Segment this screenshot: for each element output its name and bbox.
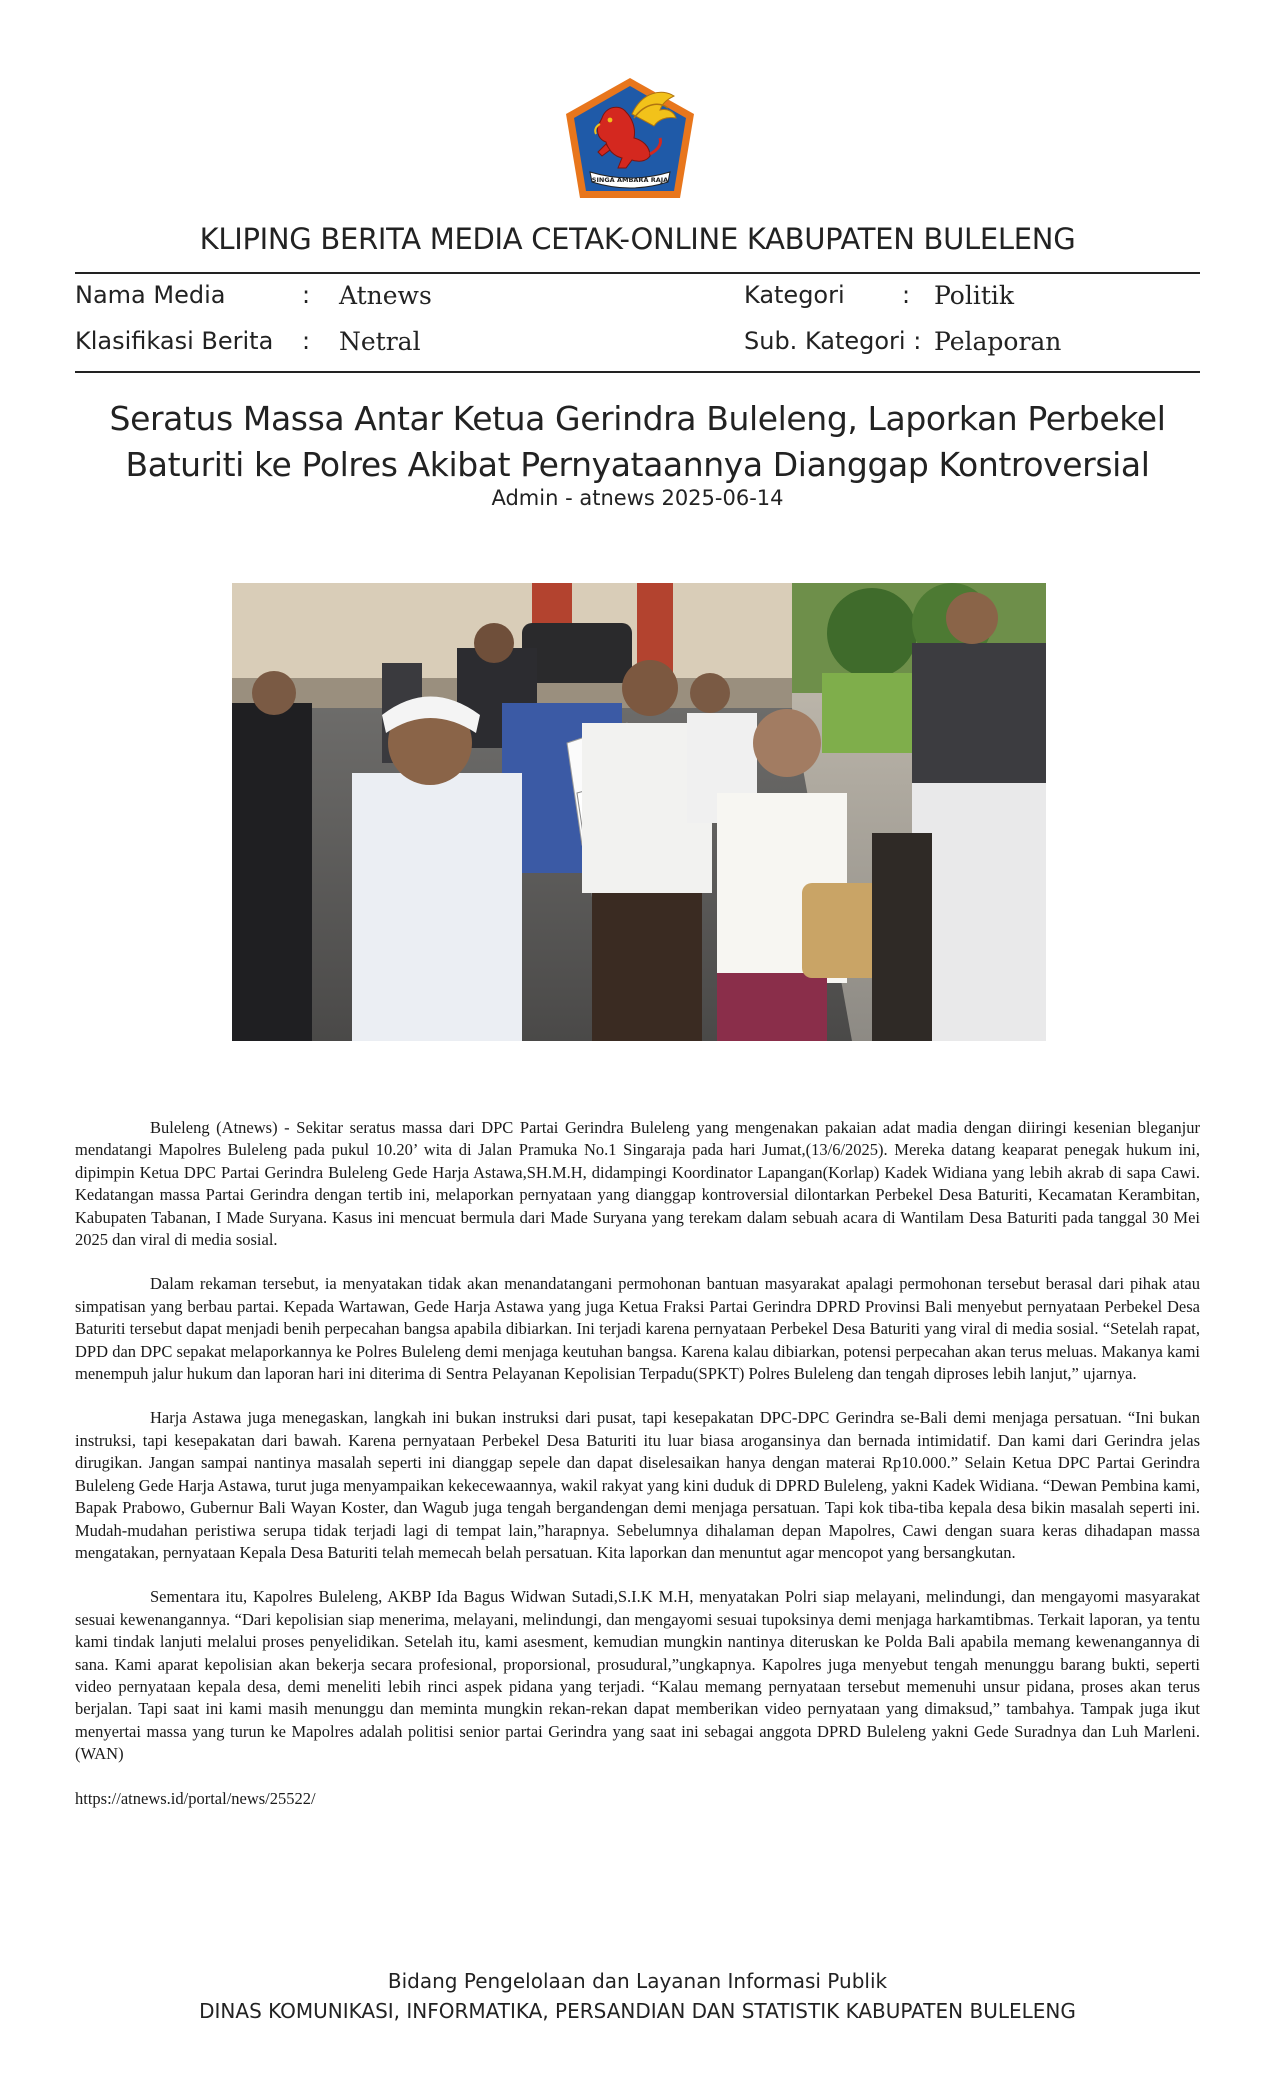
article-byline: Admin - atnews 2025-06-14 bbox=[491, 486, 784, 510]
clipping-header-title: KLIPING BERITA MEDIA CETAK-ONLINE KABUPATEN BULELENG bbox=[199, 222, 1076, 256]
news-photo bbox=[232, 583, 1046, 1041]
crest-motto: SINGA AMBARA RAJA bbox=[591, 176, 669, 184]
header-bottom-rule bbox=[75, 371, 1200, 373]
article-paragraph-1: Buleleng (Atnews) - Sekitar seratus massa dari DPC Partai Gerindra Buleleng yang mengenakan pakaian adat madia dengan diiringi kesenian bleganjur mendatangi Mapolres Buleleng pada pukul 10.20’ wita di Jalan Pramuka No.1 Singaraja pada hari Jumat,(13/6/2025). Mereka datang keaparat penegak hukum ini, dipimpin Ketua DPC Partai Gerindra Buleleng Gede Harja Astawa,SH.M.H, didampingi Koordinator Lapangan(Korlap) Kadek Widiana yang lebih akrab di sapa Cawi. Kedatangan massa Partai Gerindra dengan tertib ini, melaporkan pernyataan yang dianggap kontroversial dilontarkan Perbekel Desa Baturiti, Kecamatan Kerambitan, Kabupaten Tabanan, I Made Suryana. Kasus ini mencuat bermula dari Made Suryana yang terekam dalam sebuah acara di Wantilam Desa Baturiti pada tanggal 30 Mei 2025 dan viral di media sosial. bbox=[75, 1118, 1200, 1250]
page-footer bbox=[75, 1966, 1200, 2026]
article-title-line-2: Baturiti ke Polres Akibat Pernyataannya Dianggap Kontroversial bbox=[125, 445, 1150, 484]
meta-sub-kategori-value: Pelaporan bbox=[934, 327, 1062, 356]
meta-klasifikasi-value: Netral bbox=[339, 327, 421, 356]
meta-nama-media-label: Nama Media bbox=[75, 281, 226, 309]
header-top-rule bbox=[75, 272, 1200, 274]
meta-nama-media-value: Atnews bbox=[339, 281, 432, 310]
footer-line-1: Bidang Pengelolaan dan Layanan Informasi Publik bbox=[387, 1969, 888, 1993]
footer-line-2: DINAS KOMUNIKASI, INFORMATIKA, PERSANDIAN DAN STATISTIK KABUPATEN BULELENG bbox=[199, 1999, 1076, 2023]
meta-colon-3: : bbox=[302, 327, 311, 355]
meta-sub-kategori-label: Sub. Kategori : bbox=[744, 327, 922, 355]
meta-klasifikasi-label: Klasifikasi Berita bbox=[75, 327, 274, 355]
article-paragraph-4: Sementara itu, Kapolres Buleleng, AKBP Ida Bagus Widwan Sutadi,S.I.K M.H, menyatakan Polri siap melayani, melindungi, dan mengayomi masyarakat sesuai kewenangannya. “Dari kepolisian siap menerima, melayani, melindungi, dan mengayomi sesuai tupoksinya demi menjaga harkamtibmas. Terkait laporan, ya tentu kami tindak lanjuti melalui proses penyelidikan. Setelah itu, kami asesment, kemudian mungkin nantinya diteruskan ke Polda Bali apabila memang kewenangannya di sana. Kami aparat kepolisian akan bekerja secara profesional, proporsional, prosudural,”ungkapnya. Kapolres juga menyebut tengah menunggu barang bukti, seperti video pernyataan kepala desa, demi meneliti lebih rinci aspek pidana yang terjadi. “Kalau memang pernyataan tersebut memenuhi unsur pidana, proses akan terus berjalan. Tapi saat ini kami masih menunggu dan meminta mungkin rekan-rekan dapat memberikan video pernyataan yang dimaksud,” tambahya. Tampak juga ikut menyertai massa yang turun ke Mapolres adalah politisi senior partai Gerindra yang saat ini sebagai anggota DPRD Buleleng yakni Gede Suradnya dan Luh Marleni.(WAN) bbox=[75, 1587, 1200, 1764]
meta-kategori-label: Kategori bbox=[744, 281, 845, 309]
article-paragraph-2: Dalam rekaman tersebut, ia menyatakan tidak akan menandatangani permohonan bantuan masyarakat apalagi permohonan tersebut berasal dari pihak atau simpatisan yang berbau partai. Kepada Wartawan, Gede Harja Astawa yang juga Ketua Fraksi Partai Gerindra DPRD Provinsi Bali menyebut pernyataan Perbekel Desa Baturiti tersebut dapat menjadi benih perpecahan bangsa apabila dibiarkan. Ini terjadi karena pernyataan Perbekel Desa Baturiti yang viral di media sosial. “Setelah rapat, DPD dan DPC sepakat melaporkannya ke Polres Buleleng demi menjaga keutuhan bangsa. Karena kalau dibiarkan, potensi perpecahan akan terus meluas. Makanya kami menempuh jalur hukum dan laporan hari ini diterima di Sentra Pelayanan Kepolisian Terpadu(SPKT) Polres Buleleng dan tengah diproses lebih lanjut,” ujarnya. bbox=[75, 1274, 1200, 1384]
article-title-line-1: Seratus Massa Antar Ketua Gerindra Buleleng, Laporkan Perbekel bbox=[109, 399, 1166, 438]
buleleng-crest-logo bbox=[562, 74, 698, 202]
article-title bbox=[75, 396, 1200, 488]
article-body bbox=[75, 1117, 1200, 1810]
article-source-link[interactable]: https://atnews.id/portal/news/25522/ bbox=[75, 1788, 316, 1808]
meta-colon-2: : bbox=[902, 281, 911, 309]
meta-colon-1: : bbox=[302, 281, 311, 309]
meta-kategori-value: Politik bbox=[934, 281, 1015, 310]
article-paragraph-3: Harja Astawa juga menegaskan, langkah ini bukan instruksi dari pusat, tapi kesepakatan DPC-DPC Gerindra se-Bali demi menjaga persatuan. “Ini bukan instruksi, tapi kesepakatan dari bawah. Karena pernyataan Perbekel Desa Baturiti itu luar biasa arogansinya dan bernada intimidatif. Dan kami dari Gerindra jelas dirugikan. Jangan sampai nantinya masalah seperti ini dianggap sepele dan dapat diselesaikan hanya dengan materai Rp10.000.” Selain Ketua DPC Partai Gerindra Buleleng Gede Harja Astawa, turut juga menyampaikan kekecewaannya, wakil rakyat yang kini duduk di DPRD Buleleng, yakni Kadek Widiana. “Dewan Pembina kami, Bapak Prabowo, Gubernur Bali Wayan Koster, dan Wagub juga tengah bergandengan demi menjaga persatuan. Tapi kok tiba-tiba kepala desa bikin masalah seperti ini. Mudah-mudahan peristiwa serupa tidak terjadi lagi di tempat lain,”harapnya. Sebelumnya dihalaman depan Mapolres, Cawi dengan suara keras dihadapan massa mengatakan, pernyataan Kepala Desa Baturiti telah memecah belah persatuan. Kita laporkan dan menuntut agar mencopot yang bersangkutan. bbox=[75, 1408, 1200, 1562]
